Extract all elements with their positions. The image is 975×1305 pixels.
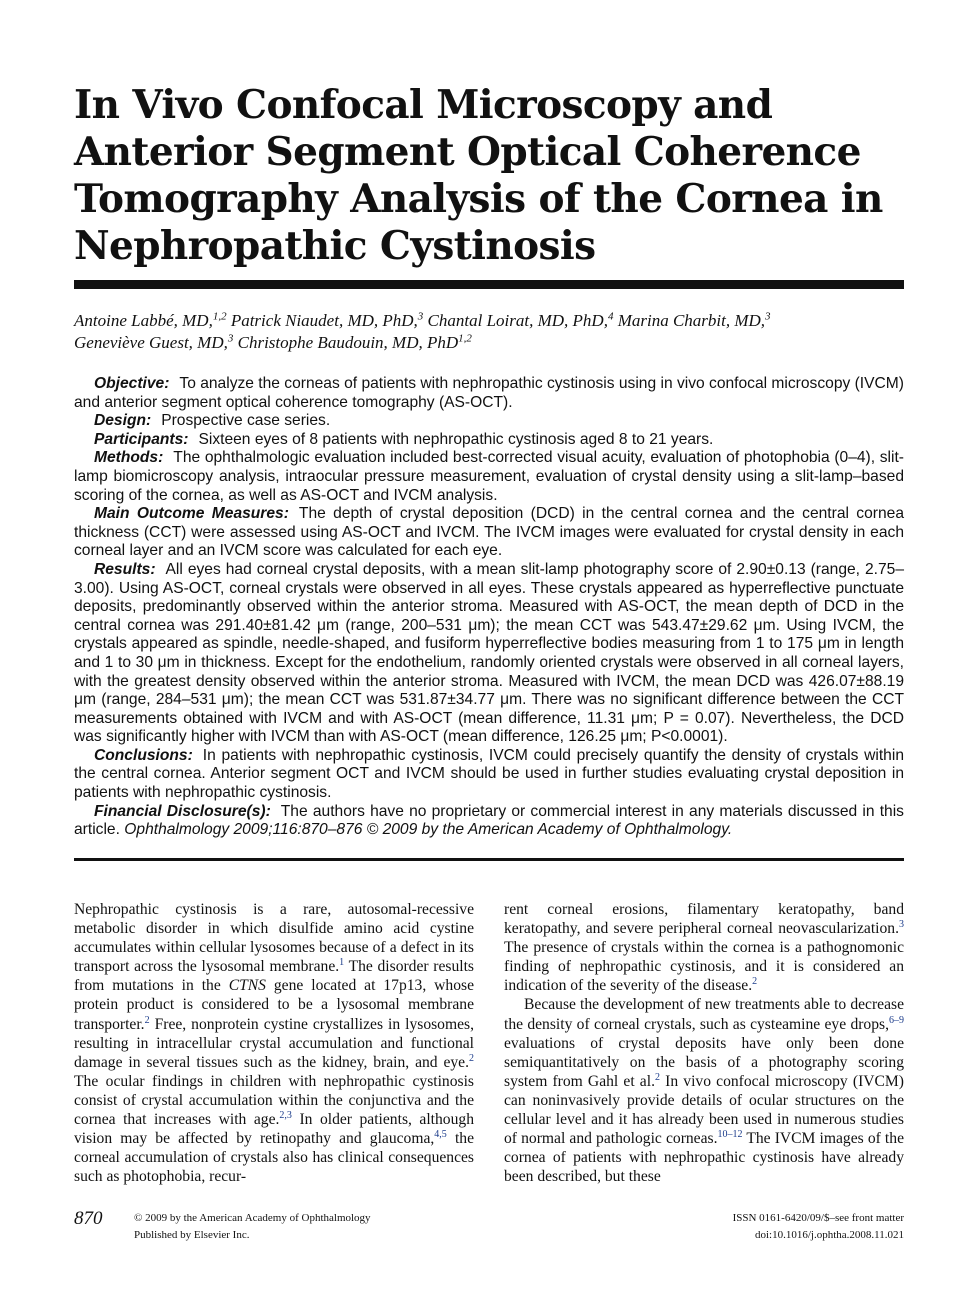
author-affiliation: 4 (607, 310, 614, 323)
body-text: The ocular findings in children with nephropathic cystinosis consist of crystal accumulation within the conjunctiva and the cornea that increases with age. (74, 1072, 474, 1129)
body-paragraph (504, 900, 904, 995)
section-label: Conclusions: (94, 746, 193, 764)
reference-link[interactable]: 2 (469, 1052, 474, 1064)
author-affiliation: 1,2 (212, 310, 227, 323)
body-text: the corneal accumulation of crystals also has clinical consequences such as photophobia, recur- (74, 1130, 474, 1186)
body-column-right (504, 900, 904, 1186)
abstract (74, 375, 904, 840)
article-title: In Vivo Confocal Microscopy and Anterior Segment Optical Coherence Tomography Analysis of the Cornea in Nephropathic Cystinosis (74, 82, 883, 269)
footer-identifiers (733, 1210, 904, 1244)
reference-link[interactable]: 1 (339, 957, 345, 969)
section-label: Methods: (94, 449, 164, 467)
body-text: rent corneal erosions, filamentary keratopathy, band keratopathy, and severe peripheral corneal neovascularization. (504, 901, 904, 938)
issn-line: ISSN 0161-6420/09/$–see front matter (732, 1212, 904, 1224)
reference-link[interactable]: 2 (144, 1014, 150, 1026)
abstract-conclusions (74, 747, 904, 803)
section-label: Objective: (94, 375, 170, 392)
reference-link[interactable]: 2,3 (279, 1109, 292, 1121)
section-text: In patients with nephropathic cystinosis, IVCM could precisely quantify the density of crystals within the central cornea. Anterior segment OCT and IVCM should be used in further studies evaluating crystal deposition in patients with nephropathic cystinosis. (74, 746, 904, 802)
author-name: Christophe Baudouin, MD, PhD (237, 333, 459, 352)
page-number: 870 (74, 1208, 103, 1229)
section-label: Financial Disclosure(s): (94, 802, 271, 820)
body-text: In vivo confocal microscopy (IVCM) can noninvasively provide details of ocular structures on the cellular level and it has already been used in numerous studies of normal and pathologic corneas. (504, 1072, 904, 1148)
section-text: The depth of crystal deposition (DCD) in the central cornea and the central cornea thickness (CCT) were assessed using AS-OCT and IVCM. The IVCM images were evaluated for crystal density in each corneal layer and an IVCM score was calculated for each eye. (74, 505, 904, 560)
section-label: Results: (94, 560, 156, 578)
page-footer (74, 1208, 904, 1248)
body-text: The disorder results from mutations in the (74, 958, 474, 995)
section-text: Prospective case series. (161, 412, 331, 430)
abstract-divider (74, 858, 904, 861)
section-label: Participants: (94, 430, 189, 448)
section-text: Sixteen eyes of 8 patients with nephropathic cystinosis aged 8 to 21 years. (198, 430, 714, 448)
body-paragraph (74, 900, 474, 1186)
abstract-outcome-measures (74, 505, 904, 561)
abstract-disclosure (74, 803, 904, 840)
body-text: Nephropathic cystinosis is a rare, autosomal-recessive metabolic disorder in which disulfide amino acid cystine accumulates within cellular lysosomes because of a defect in its transport across the lysosomal membrane. (74, 901, 474, 976)
abstract-objective (74, 375, 904, 412)
author-affiliation: 3 (417, 310, 424, 323)
section-label: Main Outcome Measures: (94, 505, 289, 523)
author-name: Chantal Loirat, MD, PhD, (427, 311, 608, 330)
reference-link[interactable]: 2 (654, 1071, 660, 1083)
abstract-methods (74, 449, 904, 505)
author-affiliation: 3 (227, 332, 234, 345)
copyright-line: © 2009 by the American Academy of Ophthalmology (134, 1212, 371, 1224)
body-text: The IVCM images of the cornea of patients with nephropathic cystinosis have already been described, but these (504, 1130, 904, 1186)
reference-link[interactable]: 2 (752, 976, 758, 988)
section-text: All eyes had corneal crystal deposits, with a mean slit-lamp photography score of 2.90±0.13 (range, 2.75–3.00). Using AS-OCT, corneal crystals were observed in all eyes. These crystals appeared as hyperreflective punctuate deposits, predominantly observed within the anterior stroma. Measured with AS-OCT, the mean depth of DCD in the central cornea was 291.40±81.42 μm (range, 200–531 μm); the mean CCT was 543.47±29.62 μm. Using IVCM, the crystals appeared as spindle, needle-shaped, and fusiform hyperreflective bodies measuring from 1 to 175 μm in length and 1 to 30 μm in thickness. Except for the endothelium, randomly oriented crystals were observed in all corneal layers, with the greatest density observed within the anterior stroma. Measured with IVCM, the mean DCD was 426.07±88.19 μm (range, 284–531 μm); the mean CCT was 531.87±34.77 μm. There was no significant difference between the CCT measurements obtained with IVCM and with AS-OCT (mean difference, 11.31 μm; P = 0.07). Nevertheless, the DCD was significantly higher with IVCM than with AS-OCT (mean difference, 126.25 μm; P<0.0001). (74, 560, 904, 746)
body-text: The presence of crystals within the cornea is a pathognomonic finding of nephropathic cystinosis, and it is considered an indication of the severity of the disease. (504, 939, 904, 995)
body-text: Free, nonprotein cystine crystallizes in lysosomes, resulting in intracellular crystal accumulation and functional damage in several tissues such as the kidney, brain, and eye. (74, 1015, 474, 1071)
reference-link[interactable]: 6–9 (889, 1014, 904, 1026)
title-divider (74, 280, 904, 289)
gene-name: CTNS (228, 977, 266, 995)
section-label: Design: (94, 412, 152, 430)
author-name: Antoine Labbé, MD, (74, 311, 213, 330)
body-text: evaluations of crystal deposits have only been done semiquantitatively on the basis of a photography scoring system from Gahl et al. (504, 1034, 904, 1090)
author-list (74, 310, 904, 354)
journal-citation: Ophthalmology 2009;116:870–876 © 2009 by the American Academy of Ophthalmology. (124, 821, 733, 839)
author-affiliation: 1,2 (458, 332, 472, 345)
reference-link[interactable]: 3 (899, 918, 904, 930)
author-name: Patrick Niaudet, MD, PhD, (230, 311, 418, 330)
abstract-results (74, 561, 904, 747)
reference-link[interactable]: 10–12 (717, 1128, 743, 1140)
reference-link[interactable]: 4,5 (434, 1128, 447, 1140)
author-affiliation: 3 (765, 310, 771, 323)
section-text: The ophthalmologic evaluation included best-corrected visual acuity, evaluation of photophobia (0–4), slit-lamp biomicroscopy analysis, intraocular pressure measurement, evaluation of crystal density using a slit-lamp–based scoring of the cornea, as well as AS-OCT and IVCM analysis. (74, 449, 904, 504)
body-text: In older patients, although vision may be affected by retinopathy and glaucoma, (74, 1111, 474, 1148)
section-text: To analyze the corneas of patients with nephropathic cystinosis using in vivo confocal microscopy (IVCM) and anterior segment optical coherence tomography (AS-OCT). (74, 375, 904, 411)
abstract-participants (74, 431, 904, 450)
publisher-line: Published by Elsevier Inc. (134, 1229, 250, 1241)
body-paragraph (504, 995, 904, 1186)
author-name: Marina Charbit, MD, (617, 311, 766, 330)
footer-copyright-block (134, 1210, 371, 1244)
body-column-left (74, 900, 474, 1186)
abstract-design (74, 412, 904, 431)
section-text: The authors have no proprietary or commercial interest in any materials discussed in this article. (74, 802, 904, 839)
author-name: Geneviève Guest, MD, (74, 333, 228, 352)
doi-link[interactable]: doi:10.1016/j.ophtha.2008.11.021 (754, 1229, 904, 1241)
body-text: gene located at 17p13, whose protein product is considered to be a lysosomal membrane transporter. (74, 977, 475, 1033)
body-text: Because the development of new treatments able to decrease the density of corneal crystals, such as cysteamine eye drops, (504, 996, 904, 1033)
